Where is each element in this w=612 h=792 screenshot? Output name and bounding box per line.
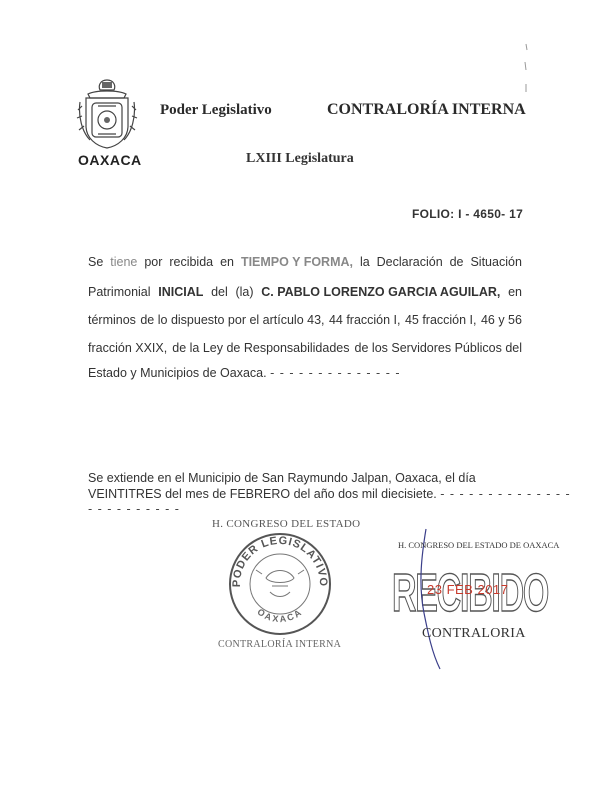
body-line-1 xyxy=(88,255,522,269)
body-word: recibida xyxy=(169,255,214,269)
body-phrase: 46 y 56 xyxy=(480,313,522,327)
body-word: tiene xyxy=(110,255,138,269)
seal-ring-bottom-text: OAXACA xyxy=(255,606,305,625)
closing-line-3: - - - - - - - - - - xyxy=(88,502,180,516)
body-line-2 xyxy=(88,285,522,299)
oaxaca-crest-icon xyxy=(76,76,138,154)
body-word: Declaración xyxy=(376,255,443,269)
body-word: de xyxy=(449,255,464,269)
body-phrase: de lo dispuesto por el artículo 43, xyxy=(140,313,325,327)
dash-fill: - - - - - - - - - - - - - - xyxy=(270,366,401,380)
margin-mark xyxy=(520,40,532,100)
header-left-title: Poder Legislativo xyxy=(160,102,272,118)
poder-legislativo-seal xyxy=(226,530,334,638)
stamp-big-word: RECIBIDO xyxy=(392,563,548,623)
body-word: del xyxy=(211,285,228,299)
body-phrase: Estado y Municipios de Oaxaca. xyxy=(88,366,267,380)
stamp-department: CONTRALORIA xyxy=(422,626,526,641)
body-line-4 xyxy=(88,341,522,355)
body-word: en xyxy=(220,255,234,269)
folio-number: FOLIO: I - 4650- 17 xyxy=(412,207,524,221)
body-word: en xyxy=(508,285,522,299)
stamp-date: 23 FEB 2017 xyxy=(427,582,509,597)
dash-fill: - - - - - - - - - - - - - - xyxy=(440,487,571,501)
body-phrase: 44 fracción I, xyxy=(328,313,401,327)
body-word: por xyxy=(144,255,163,269)
declarant-name: C. PABLO LORENZO GARCIA AGUILAR, xyxy=(261,285,501,299)
legislature-title: LXIII Legislatura xyxy=(246,151,354,166)
body-phrase: fracción XXIX, xyxy=(88,341,168,355)
body-line-5 xyxy=(88,366,522,380)
seal-left-top-text: H. CONGRESO DEL ESTADO xyxy=(212,518,361,530)
body-phrase: de la Ley de Responsabilidades xyxy=(172,341,350,355)
body-phrase: 45 fracción I, xyxy=(404,313,477,327)
svg-text:PODER LEGISLATIVO xyxy=(231,535,329,588)
seal-ring-top-text: PODER LEGISLATIVO xyxy=(230,534,330,588)
body-line-3 xyxy=(88,313,522,327)
svg-text:OAXACA xyxy=(255,607,304,625)
body-phrase: de los Servidores Públicos del xyxy=(354,341,522,355)
body-emphasis: TIEMPO Y FORMA, xyxy=(240,255,353,269)
closing-line-2 xyxy=(88,487,571,501)
body-word: términos xyxy=(88,313,136,327)
body-word: Se xyxy=(88,255,104,269)
body-word: Situación xyxy=(470,255,522,269)
body-word: Patrimonial xyxy=(88,285,151,299)
body-emphasis: INICIAL xyxy=(158,285,204,299)
closing-date-text: VEINTITRES del mes de FEBRERO del año dos mil diecisiete. xyxy=(88,487,437,501)
seal-left-bottom-text: CONTRALORÍA INTERNA xyxy=(218,639,342,650)
header-right-title: CONTRALORÍA INTERNA xyxy=(327,101,526,118)
body-word: (la) xyxy=(235,285,254,299)
state-name: OAXACA xyxy=(78,152,142,168)
body-word: la xyxy=(359,255,370,269)
closing-line-1: Se extiende en el Municipio de San Raymundo Jalpan, Oaxaca, el día xyxy=(88,471,476,485)
stamp-right-top-text: H. CONGRESO DEL ESTADO DE OAXACA xyxy=(398,540,560,550)
